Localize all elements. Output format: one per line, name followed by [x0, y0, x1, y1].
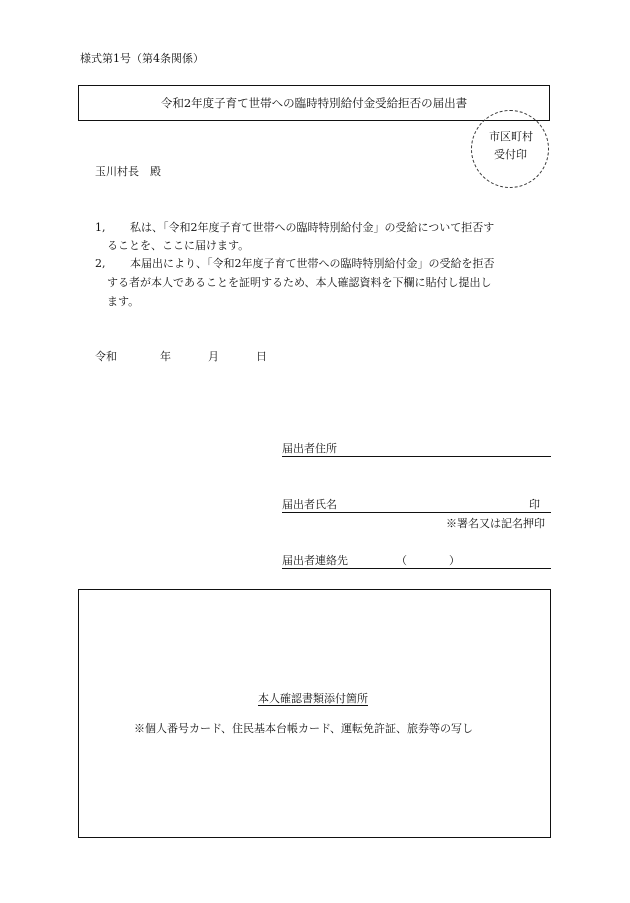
date-year-label: 年 [160, 350, 171, 363]
item-1-line2: ることを、ここに届けます。 [107, 239, 250, 252]
attachment-heading: 本人確認書類添付箇所 [258, 692, 368, 705]
signature-note: ※署名又は記名押印 [446, 517, 545, 530]
date-day-label: 日 [256, 350, 267, 363]
form-number: 様式第1号（第4条関係） [80, 52, 204, 65]
address-label: 届出者住所 [282, 442, 337, 455]
date-era: 令和 [95, 350, 117, 363]
contact-paren-close: ） [449, 554, 460, 567]
item-1-line1: 私は、「令和2年度子育て世帯への臨時特別給付金」の受給について拒否す [130, 221, 495, 234]
attachment-note: ※個人番号カード、住民基本台帳カード、運転免許証、旅券等の写し [134, 722, 474, 735]
form-title: 令和2年度子育て世帯への臨時特別給付金受給拒否の届出書 [160, 96, 468, 110]
item-2-line2: する者が本人であることを証明するため、本人確認資料を下欄に貼付し提出し [107, 276, 492, 289]
contact-paren-open: （ [396, 554, 407, 567]
seal-mark: 印 [529, 498, 540, 511]
stamp-label-reception: 受付印 [494, 148, 527, 161]
contact-label: 届出者連絡先 [282, 554, 348, 567]
item-1-number: 1, [95, 221, 106, 234]
id-document-attachment-area [78, 589, 551, 838]
date-month-label: 月 [208, 350, 219, 363]
item-2-line3: ます。 [107, 295, 140, 308]
title-box [78, 85, 550, 121]
addressee: 玉川村長 殿 [95, 165, 161, 178]
name-label: 届出者氏名 [282, 498, 337, 511]
item-2-line1: 本届出により、「令和2年度子育て世帯への臨時特別給付金」の受給を拒否 [130, 257, 495, 270]
stamp-label-municipality: 市区町村 [489, 130, 533, 143]
item-2-number: 2, [95, 257, 106, 270]
